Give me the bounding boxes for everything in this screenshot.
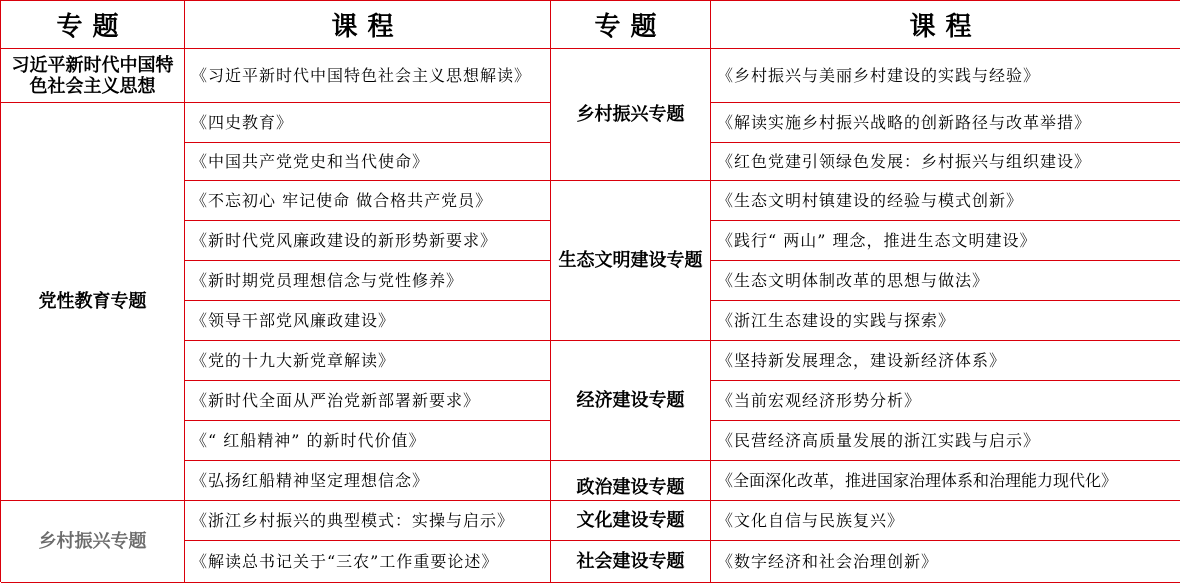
right-course-row: 《坚持新发展理念，建设新经济体系》	[711, 341, 1180, 381]
left-course-row: 《领导干部党风廉政建设》	[185, 301, 551, 341]
right-topic-cultural: 文化建设专题	[551, 501, 711, 541]
right-course-row: 《数字经济和社会治理创新》	[711, 541, 1180, 583]
left-course-row: 《新时代全面从严治党新部署新要求》	[185, 381, 551, 421]
left-course-row: 《新时代党风廉政建设的新形势新要求》	[185, 221, 551, 261]
left-topic-rural-revitalization: 乡村振兴专题	[1, 501, 185, 583]
left-course-row: 《党的十九大新党章解读》	[185, 341, 551, 381]
header-course-left: 课程	[185, 1, 551, 49]
right-course-row: 《文化自信与民族复兴》	[711, 501, 1180, 541]
right-course-row: 《当前宏观经济形势分析》	[711, 381, 1180, 421]
right-topic-social: 社会建设专题	[551, 541, 711, 583]
right-course-row: 《解读实施乡村振兴战略的创新路径与改革举措》	[711, 103, 1180, 143]
left-course-row: 《解读总书记关于“三农”工作重要论述》	[185, 541, 551, 583]
left-course-row: 《弘扬红船精神坚定理想信念》	[185, 461, 551, 501]
left-course-row: 《新时期党员理想信念与党性修养》	[185, 261, 551, 301]
left-course-row: 《“ 红船精神” 的新时代价值》	[185, 421, 551, 461]
right-course-row: 《民营经济高质量发展的浙江实践与启示》	[711, 421, 1180, 461]
header-course-right: 课程	[711, 1, 1180, 49]
left-course-row: 《浙江乡村振兴的典型模式：实操与启示》	[185, 501, 551, 541]
left-course-row: 《四史教育》	[185, 103, 551, 143]
left-course-row: 《习近平新时代中国特色社会主义思想解读》	[185, 49, 551, 103]
right-topic-ecological: 生态文明建设专题	[551, 181, 711, 341]
header-topic-right: 专题	[551, 1, 711, 49]
right-course-row: 《浙江生态建设的实践与探索》	[711, 301, 1180, 341]
left-course-row: 《中国共产党党史和当代使命》	[185, 143, 551, 181]
left-topic-xi-thought: 习近平新时代中国特色社会主义思想	[1, 49, 185, 103]
right-topic-political: 政治建设专题	[551, 461, 711, 501]
right-course-row: 《全面深化改革，推进国家治理体系和治理能力现代化》	[711, 461, 1180, 501]
left-course-row: 《不忘初心 牢记使命 做合格共产党员》	[185, 181, 551, 221]
left-topic-party-spirit: 党性教育专题	[1, 103, 185, 501]
right-course-row: 《乡村振兴与美丽乡村建设的实践与经验》	[711, 49, 1180, 103]
right-course-row: 《生态文明体制改革的思想与做法》	[711, 261, 1180, 301]
right-topic-economic: 经济建设专题	[551, 341, 711, 461]
right-topic-rural-revitalization: 乡村振兴专题	[551, 49, 711, 181]
header-topic-left: 专题	[1, 1, 185, 49]
right-course-row: 《践行“ 两山” 理念，推进生态文明建设》	[711, 221, 1180, 261]
right-course-row: 《生态文明村镇建设的经验与模式创新》	[711, 181, 1180, 221]
right-course-row: 《红色党建引领绿色发展：乡村振兴与组织建设》	[711, 143, 1180, 181]
